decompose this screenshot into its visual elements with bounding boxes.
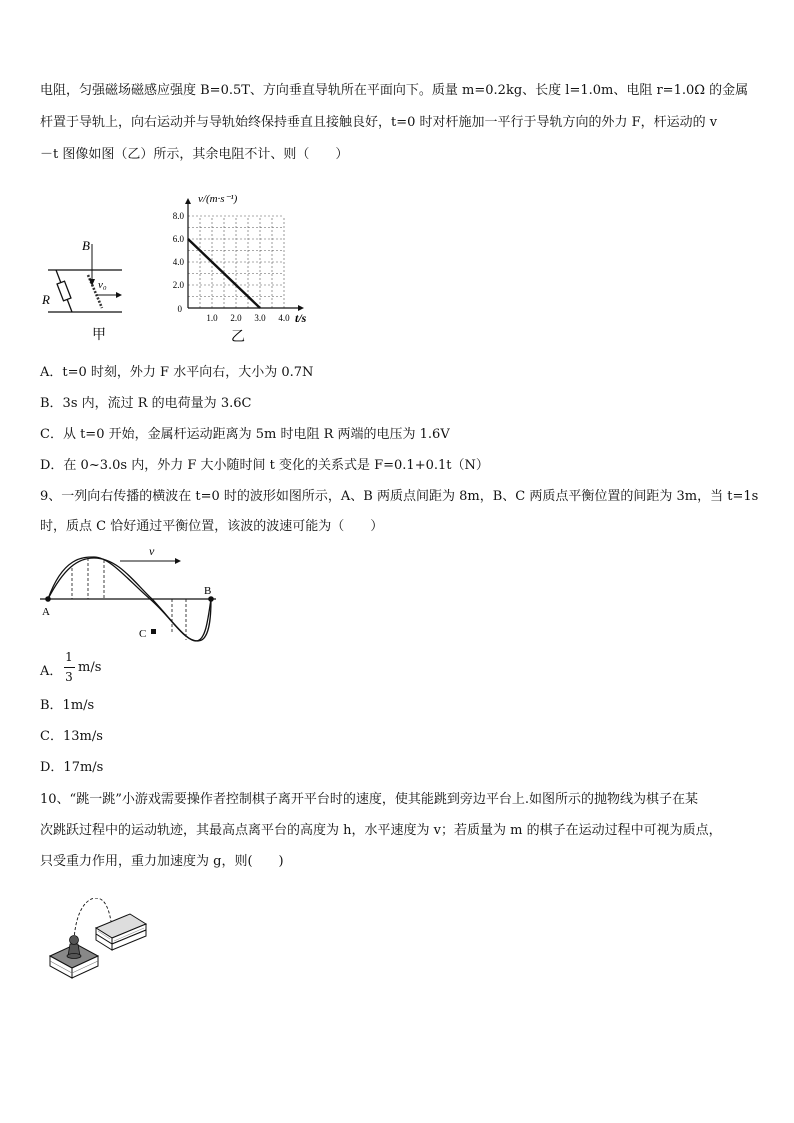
label-b: B [204,585,212,597]
q8-option-d: D．在 0~3.0s 内，外力 F 大小随时间 t 变化的关系式是 F=0.1+0.1t（N） [40,458,489,473]
game-piece-icon [67,936,81,959]
label-v: v [149,544,155,558]
q9-option-a-unit: m/s [78,660,102,675]
q9-option-b: B．1m/s [40,698,95,713]
origin-label: 0 [177,304,182,314]
y-tick-label: 6.0 [172,234,184,244]
y-axis-label: v/(m·s⁻¹) [198,193,238,205]
figure-jump-game [46,898,150,980]
x-tick-label: 2.0 [230,313,242,323]
q8-text-line-1: 电阻，匀强磁场磁感应强度 B=0.5T、方向垂直导轨所在平面向下。质量 m=0.2kg、长度 l=1.0m、电阻 r=1.0Ω 的金属 [40,83,749,98]
q9-text-line-2: 时，质点 C 恰好通过平衡位置，该波的波速可能为（ ） [40,519,384,534]
q9-text-line-1: 9、一列向右传播的横波在 t=0 时的波形如图所示，A、B 两质点间距为 8m，B、C 两质点平衡位置的间距为 3m，当 t=1s [40,489,759,504]
q8-text-line-2: 杆置于导轨上，向右运动并与导轨始终保持垂直且接触良好，t=0 时对杆施加一平行于导轨方向的外力 F，杆运动的 v [40,115,718,130]
target-platform [96,914,146,950]
q8-option-b: B．3s 内，流过 R 的电荷量为 3.6C [40,396,252,411]
fraction-denominator: 3 [65,670,73,684]
q10-text-line-2: 次跳跃过程中的运动轨迹，其最高点离平台的高度为 h，水平速度为 v；若质量为 m 的棋子在运动过程中可视为质点， [40,823,722,838]
q9-option-a-prefix: A． [40,664,63,679]
y-axis-arrow [185,198,191,204]
caption-jia: 甲 [92,328,106,343]
q9-option-c: C．13m/s [40,729,103,744]
q10-text-line-1: 10、“跳一跳”小游戏需要操作者控制棋子离开平台时的速度，使其能跳到旁边平台上.如图所示的抛物线为棋子在某 [40,792,698,807]
label-b: B [82,238,90,253]
x-tick-label: 3.0 [254,313,266,323]
y-tick-label: 4.0 [172,257,184,267]
label-a: A [42,606,50,618]
label-v0: v₀ [98,279,107,291]
q8-option-a: A．t=0 时刻，外力 F 水平向右，大小为 0.7N [40,365,314,380]
q8-option-c: C．从 t=0 开始，金属杆运动距离为 5m 时电阻 R 两端的电压为 1.6V [40,427,450,442]
chart-grid [188,216,284,308]
q8-text-line-3: －t 图像如图（乙）所示，其余电阻不计、则（ ） [40,147,349,162]
figure-jia [38,232,128,347]
fraction-bar [64,667,75,668]
q9-option-d: D．17m/s [40,760,104,775]
point-a [45,596,51,602]
figure-wave [38,540,220,644]
y-tick-label: 8.0 [172,211,184,221]
point-c [151,629,156,634]
point-b [208,596,214,602]
x-tick-label: 1.0 [206,313,218,323]
y-tick-label: 2.0 [172,280,184,290]
label-c: C [139,628,147,640]
figure-yi-chart [164,188,324,346]
label-r: R [42,292,50,307]
x-tick-label: 4.0 [278,313,290,323]
fraction-numerator: 1 [65,650,73,664]
resistor-r [56,270,72,312]
chart-tick-labels [173,211,290,323]
q10-text-line-3: 只受重力作用，重力加速度为 g，则( ) [40,854,284,869]
x-axis-label: t/s [295,311,307,325]
caption-yi: 乙 [231,330,245,345]
